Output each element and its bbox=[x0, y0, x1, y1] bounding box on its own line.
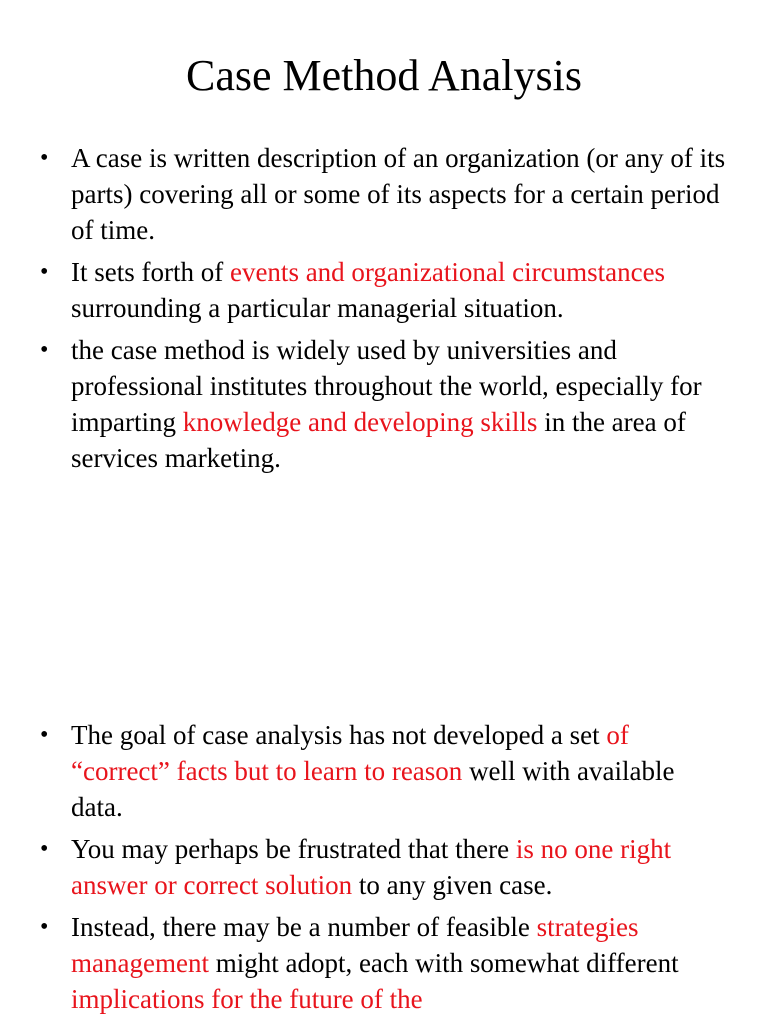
bullet-icon: • bbox=[40, 722, 49, 748]
bullet-text: The goal of case analysis has not developed a set bbox=[71, 720, 607, 750]
bullet-text: surrounding a particular managerial situation. bbox=[71, 293, 564, 323]
bullet-text: well with available data. bbox=[71, 756, 675, 822]
bullet-icon: • bbox=[40, 145, 49, 171]
bullet-text: You may perhaps be frustrated that there bbox=[71, 834, 516, 864]
bullet-item bbox=[40, 254, 730, 326]
bullet-item bbox=[40, 909, 730, 1017]
bullet-text: A case is written description of an organization (or any of its parts) covering all or some of its aspects for a certain period of time. bbox=[71, 143, 726, 245]
highlighted-text: strategies management bbox=[71, 912, 639, 978]
bullet-item bbox=[40, 717, 730, 825]
bullet-list-top bbox=[40, 140, 730, 482]
bullet-text: It sets forth of bbox=[71, 257, 230, 287]
highlighted-text: of “correct” facts but to learn to reason bbox=[71, 720, 629, 786]
bullet-icon: • bbox=[40, 259, 49, 285]
bullet-text: in the area of services marketing. bbox=[71, 407, 686, 473]
bullet-icon: • bbox=[40, 836, 49, 862]
bullet-item bbox=[40, 332, 730, 476]
bullet-item bbox=[40, 831, 730, 903]
bullet-text: Instead, there may be a number of feasible bbox=[71, 912, 537, 942]
highlighted-text: events and organizational circumstances bbox=[229, 257, 666, 287]
bullet-text: to any given case. bbox=[352, 870, 553, 900]
bullet-text: the case method is widely used by universities and professional institutes throughout the world, especially for imparting bbox=[71, 335, 702, 437]
bullet-icon: • bbox=[40, 337, 49, 363]
highlighted-text: is no one right answer or correct solution bbox=[71, 834, 672, 900]
bullet-item bbox=[40, 140, 730, 248]
bullet-text: might adopt, each with somewhat different bbox=[208, 948, 679, 978]
bullet-icon: • bbox=[40, 914, 49, 940]
slide-title: Case Method Analysis bbox=[186, 51, 582, 100]
highlighted-text: implications for the future of the bbox=[71, 984, 423, 1014]
bullet-list-bottom bbox=[40, 717, 730, 1023]
highlighted-text: knowledge and developing skills bbox=[182, 407, 538, 437]
